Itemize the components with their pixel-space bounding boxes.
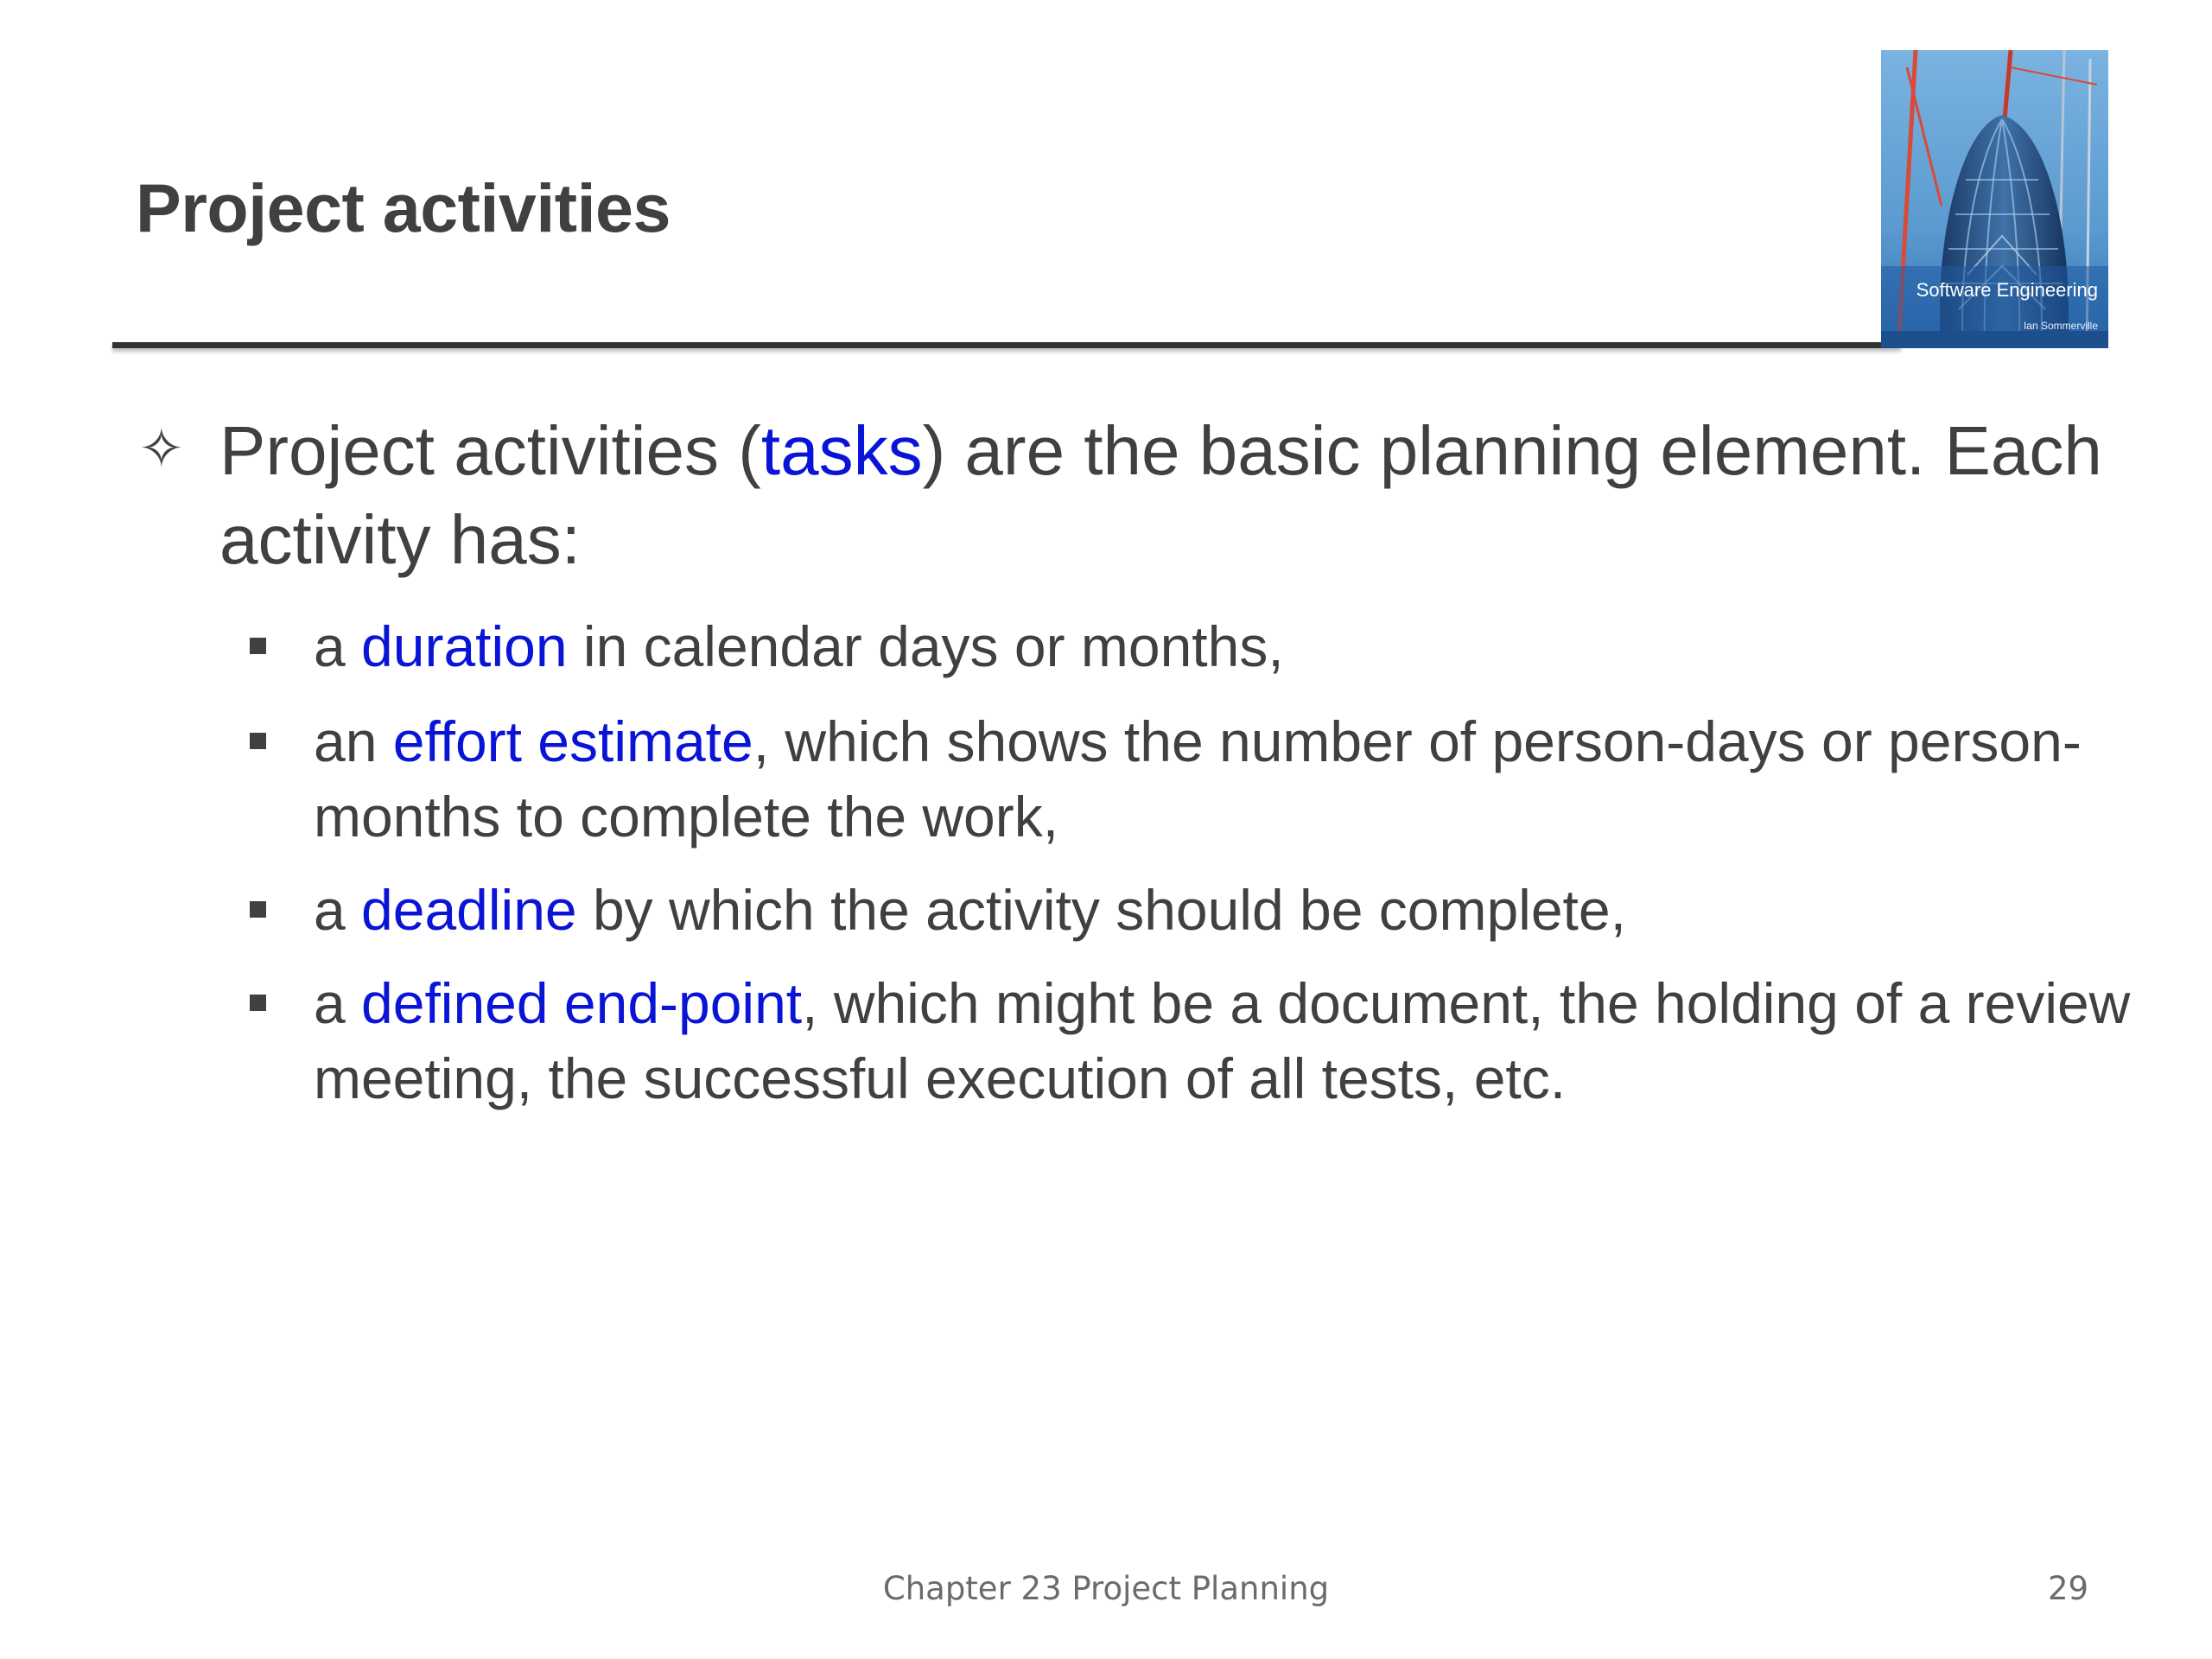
highlight-term: duration (361, 614, 568, 678)
sub-text-part: in calendar days or months, (567, 614, 1284, 678)
title-divider (112, 342, 1901, 348)
sub-bullet-text (314, 609, 2137, 684)
cover-author: Ian Sommerville (2023, 320, 2098, 332)
highlight-term: deadline (361, 878, 577, 942)
square-bullet-icon (250, 638, 266, 654)
main-text-part: Project activities ( (219, 412, 761, 489)
sub-text-part: , which shows the number of person-days or person-months to complete the work, (314, 709, 2082, 849)
sub-text-part: , which might be a document, the holding of a review meeting, the successful execution of all tests, etc. (314, 971, 2131, 1110)
sub-bullet-text (314, 704, 2137, 855)
slide-title: Project activities (136, 169, 671, 246)
cover-title: Software Engineering (1916, 279, 2098, 301)
footer-chapter: Chapter 23 Project Planning (882, 1570, 1330, 1607)
highlight-term: defined end-point (361, 971, 803, 1035)
sub-text-part: a (314, 614, 362, 678)
highlight-term: effort estimate (392, 709, 753, 773)
sub-text-part: a (314, 878, 362, 942)
book-cover-image (1881, 50, 2108, 348)
gherkin-building-picture (1881, 50, 2108, 348)
sub-bullet-text (314, 873, 2137, 948)
main-text-part: ) are the basic planning element. Each activity has: (219, 412, 2102, 578)
sub-text-part: by which the activity should be complete, (576, 878, 1626, 942)
sub-bullet-text (314, 966, 2137, 1116)
square-bullet-icon (250, 995, 266, 1011)
sub-text-part: an (314, 709, 393, 773)
star-bullet-icon: ✧ (138, 417, 185, 480)
square-bullet-icon (250, 733, 266, 749)
square-bullet-icon (250, 901, 266, 918)
sub-text-part: a (314, 971, 362, 1035)
main-bullet-text (219, 406, 2120, 584)
highlight-term: tasks (760, 412, 923, 489)
page-number: 29 (2048, 1570, 2089, 1607)
